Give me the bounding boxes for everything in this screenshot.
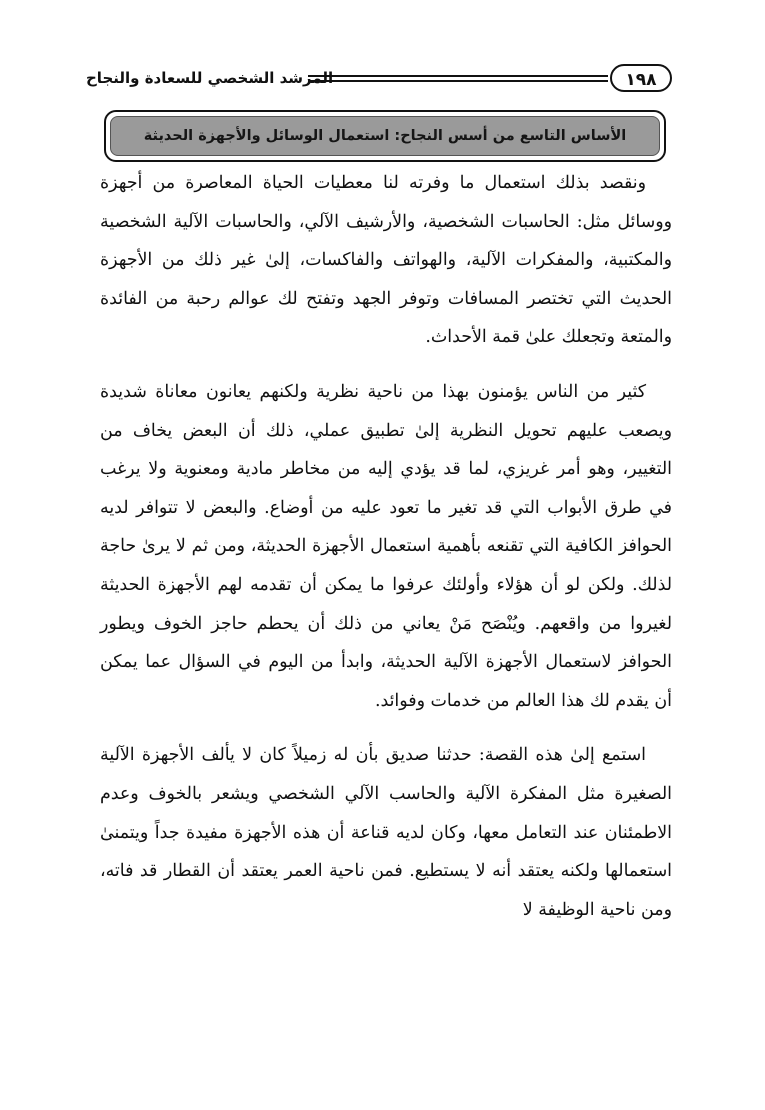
- body-text: [100, 164, 672, 929]
- running-header: [86, 64, 672, 94]
- section-heading: الأساس التاسع من أسس النجاح: استعمال الوسائل والأجهزة الحديثة: [110, 116, 660, 156]
- book-title: المرشد الشخصي للسعادة والنجاح: [86, 69, 334, 87]
- paragraph-3: استمع إلىٰ هذه القصة: حدثنا صديق بأن له زميلاً كان لا يألف الأجهزة الآلية الصغيرة مثل المفكرة الآلية والحاسب الآلي الشخصي ويشعر بالخوف وعدم الاطمئنان عند التعامل معها، وكان لديه قناعة أن هذه الأجهزة مفيدة جداً ويتمنىٰ استعمالها ولكنه يعتقد أنه لا يستطيع. فمن ناحية العمر يعتقد أن القطار قد فاته، ومن ناحية الوظيفة لا: [100, 745, 672, 920]
- page-number: ١٩٨: [610, 64, 672, 92]
- paragraph-1: ونقصد بذلك استعمال ما وفرته لنا معطيات الحياة المعاصرة من أجهزة ووسائل مثل: الحاسبات الشخصية، والأرشيف الآلي، والحاسبات الآلية الشخصية والمكتبية، والمفكرات الآلية، والهواتف والفاكسات، إلىٰ غير ذلك من الأجهزة الحديث التي تختصر المسافات وتوفر الجهد وتفتح لك عوالم رحبة من الفائدة والمتعة وتجعلك علىٰ قمة الأحداث.: [100, 173, 672, 348]
- header-rule: [308, 75, 608, 82]
- paragraph-2: كثير من الناس يؤمنون بهذا من ناحية نظرية ولكنهم يعانون معاناة شديدة ويصعب عليهم تحويل النظرية إلىٰ تطبيق عملي، ذلك أن البعض يخاف من التغيير، وهو أمر غريزي، لما قد يؤدي إليه من مخاطر مادية ومعنوية ولا يرغب في طرق الأبواب التي قد تغير ما تعود عليه من أوضاع. والبعض لا تتوافر لديه الحوافز الكافية التي تقنعه بأهمية استعمال الأجهزة الحديثة، ومن ثم لا يرىٰ حاجة لذلك. ولكن لو أن هؤلاء وأولئك عرفوا ما يمكن أن تقدمه لهم الأجهزة الحديثة لغيروا من واقعهم. ويُنْصَح مَنْ يعاني من ذلك أن يحطم حاجز الخوف ويطور الحوافز لاستعمال الأجهزة الآلية الحديثة، وابدأ من اليوم في السؤال عما يمكن أن يقدم لك هذا العالم من خدمات وفوائد.: [100, 381, 672, 711]
- section-heading-banner: [104, 110, 666, 162]
